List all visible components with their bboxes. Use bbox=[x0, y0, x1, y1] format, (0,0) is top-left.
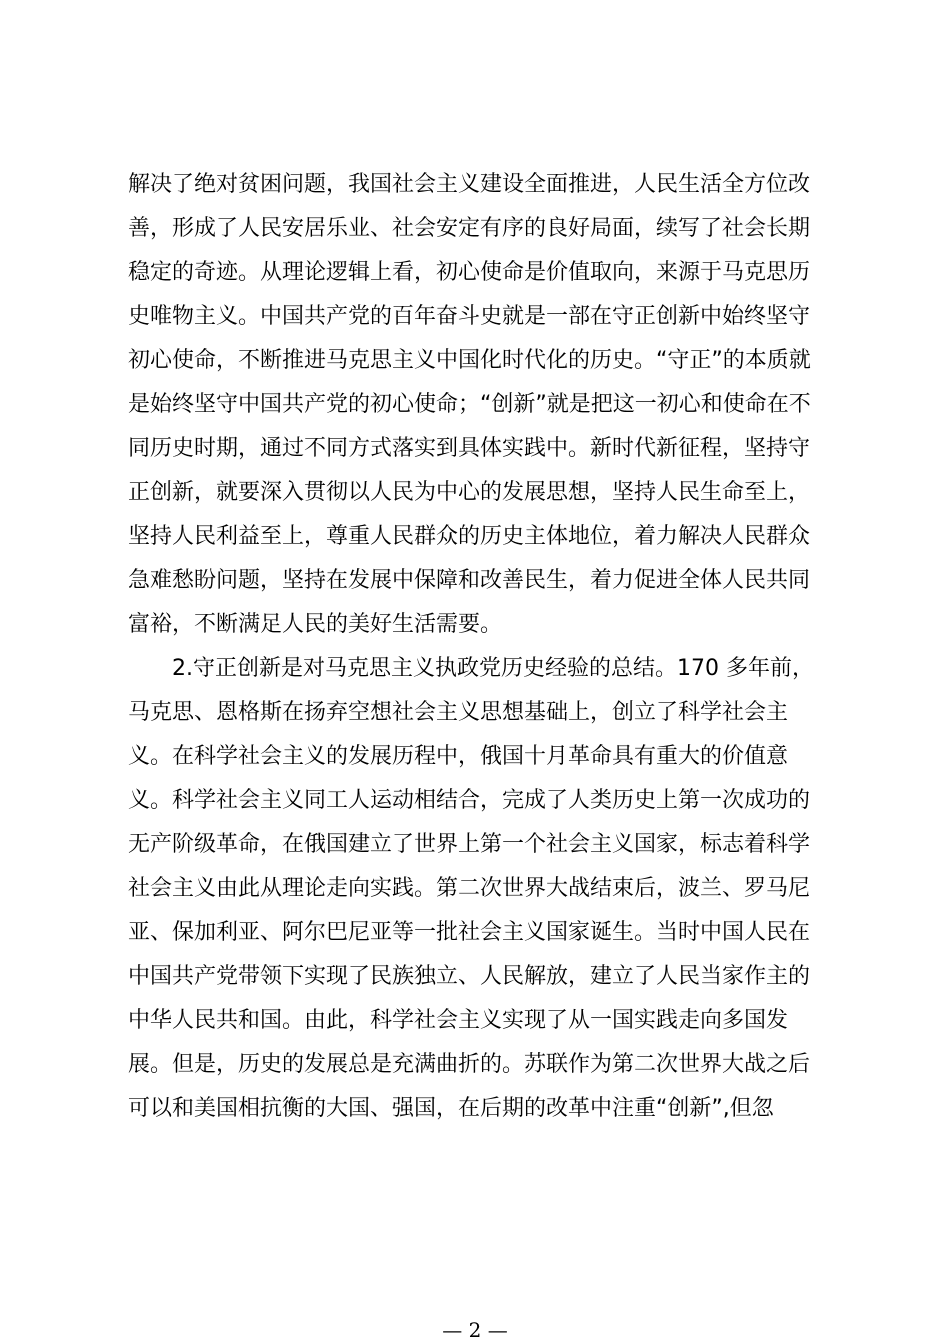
text-line: 亚、保加利亚、阿尔巴尼亚等一批社会主义国家诞生。当时中国人民在 bbox=[128, 920, 811, 945]
text-line: 史唯物主义。中国共产党的百年奋斗史就是一部在守正创新中始终坚守 bbox=[128, 304, 811, 329]
text-line: 正创新，就要深入贯彻以人民为中心的发展思想，坚持人民生命至上， bbox=[128, 480, 811, 505]
text-line: 解决了绝对贫困问题，我国社会主义建设全面推进，人民生活全方位改 bbox=[128, 172, 811, 197]
text-line: 义。在科学社会主义的发展历程中，俄国十月革命具有重大的价值意 bbox=[128, 744, 789, 769]
text-line: 社会主义由此从理论走向实践。第二次世界大战结束后，波兰、罗马尼 bbox=[128, 876, 811, 901]
text-line: 初心使命，不断推进马克思主义中国化时代化的历史。“守正”的本质就 bbox=[128, 348, 811, 373]
text-line: 是始终坚守中国共产党的初心使命；“创新”就是把这一初心和使命在不 bbox=[128, 392, 811, 417]
text-line: 坚持人民利益至上，尊重人民群众的历史主体地位，着力解决人民群众 bbox=[128, 524, 811, 549]
paragraph-start-line: 2.守正创新是对马克思主义执政党历史经验的总结。170 多年前， bbox=[172, 656, 814, 681]
text-line: 中国共产党带领下实现了民族独立、人民解放，建立了人民当家作主的 bbox=[128, 964, 811, 989]
page-number: — 2 — bbox=[442, 1318, 508, 1342]
text-line: 富裕，不断满足人民的美好生活需要。 bbox=[128, 612, 503, 637]
text-line: 稳定的奇迹。从理论逻辑上看，初心使命是价值取向，来源于马克思历 bbox=[128, 260, 811, 285]
text-line: 可以和美国相抗衡的大国、强国，在后期的改革中注重“创新”,但忽 bbox=[128, 1096, 774, 1121]
text-line: 中华人民共和国。由此，科学社会主义实现了从一国实践走向多国发 bbox=[128, 1008, 789, 1033]
text-line: 善，形成了人民安居乐业、社会安定有序的良好局面，续写了社会长期 bbox=[128, 216, 811, 241]
text-line: 急难愁盼问题，坚持在发展中保障和改善民生，着力促进全体人民共同 bbox=[128, 568, 811, 593]
text-line: 义。科学社会主义同工人运动相结合，完成了人类历史上第一次成功的 bbox=[128, 788, 811, 813]
text-line: 同历史时期，通过不同方式落实到具体实践中。新时代新征程，坚持守 bbox=[128, 436, 811, 461]
text-line: 马克思、恩格斯在扬弃空想社会主义思想基础上，创立了科学社会主 bbox=[128, 700, 789, 725]
text-line: 展。但是，历史的发展总是充满曲折的。苏联作为第二次世界大战之后 bbox=[128, 1052, 811, 1077]
text-line: 无产阶级革命，在俄国建立了世界上第一个社会主义国家，标志着科学 bbox=[128, 832, 811, 857]
